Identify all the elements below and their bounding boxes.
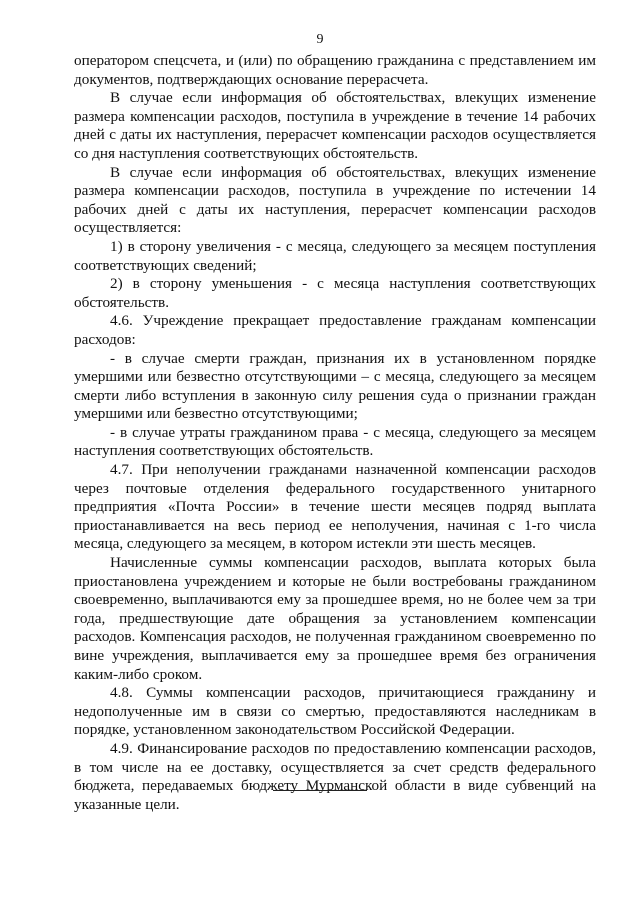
paragraph-decrease: 2) в сторону уменьшения - с месяца наступления соответствующих обстоятельств.: [74, 275, 596, 311]
paragraph-recalc-within-14-days: В случае если информация об обстоятельствах, влекущих изменение размера компенсации расходов, поступила в учреждение в течение 14 рабочих дней с даты их наступления, перерасчет компенсации расходов осуществляется со дня наступления соответствующих обстоятельств.: [74, 89, 596, 162]
paragraph-4-6: 4.6. Учреждение прекращает предоставление гражданам компенсации расходов:: [74, 312, 596, 348]
paragraph-death-case: - в случае смерти граждан, признания их в установленном порядке умершими или безвестно отсутствующими – с месяца, следующего за месяцем смерти либо вступления в законную силу решения суда о признании граждан умершими или безвестно отсутствующими;: [74, 349, 596, 423]
end-separator-line: [273, 790, 367, 791]
paragraph-continuation: оператором спецсчета, и (или) по обращению гражданина с представлением им документов, подтверждающих основание перерасчета.: [74, 52, 596, 88]
paragraph-increase: 1) в сторону увеличения - с месяца, следующего за месяцем поступления соответствующих сведений;: [74, 237, 596, 274]
paragraph-4-8: 4.8. Суммы компенсации расходов, причитающиеся гражданину и недополученные им в связи со смертью, предоставляются наследникам в порядке, установленном законодательством Российской Федерации.: [74, 684, 596, 739]
page-number: 9: [316, 32, 324, 47]
paragraph-4-9: 4.9. Финансирование расходов по предоставлению компенсации расходов, в том числе на ее доставку, осуществляется за счет средств федерального бюджета, передаваемых бюджету Мурманской области в виде субвенций на указанные цели.: [74, 739, 596, 813]
document-body: [74, 52, 596, 814]
paragraph-4-7: 4.7. При неполучении гражданами назначенной компенсации расходов через почтовые отделения федерального государственного унитарного предприятия «Почта России» в течение шести месяцев подряд выплата приостанавливается на весь период ее неполучения, начиная с 1-го числа месяца, следующего за месяцем, в котором истекли эти шесть месяцев.: [74, 461, 596, 553]
paragraph-recalc-after-14-days: В случае если информация об обстоятельствах, влекущих изменение размера компенсации расходов, поступила в учреждение по истечении 14 рабочих дней с даты их наступления, перерасчет компенсации расходов осуществляется:: [74, 163, 596, 237]
paragraph-accrued-sums: Начисленные суммы компенсации расходов, выплата которых была приостановлена учреждением и которые не были востребованы гражданином своевременно, выплачиваются ему за прошедшее время, но не более чем за три года, предшествующие дате обращения за установлением компенсации расходов. Компенсация расходов, не полученная гражданином своевременно по вине учреждения, выплачивается ему за прошедшее время без ограничения каким-либо сроком.: [74, 554, 596, 683]
paragraph-loss-of-right: - в случае утраты гражданином права - с месяца, следующего за месяцем наступления соответствующих обстоятельств.: [74, 423, 596, 460]
